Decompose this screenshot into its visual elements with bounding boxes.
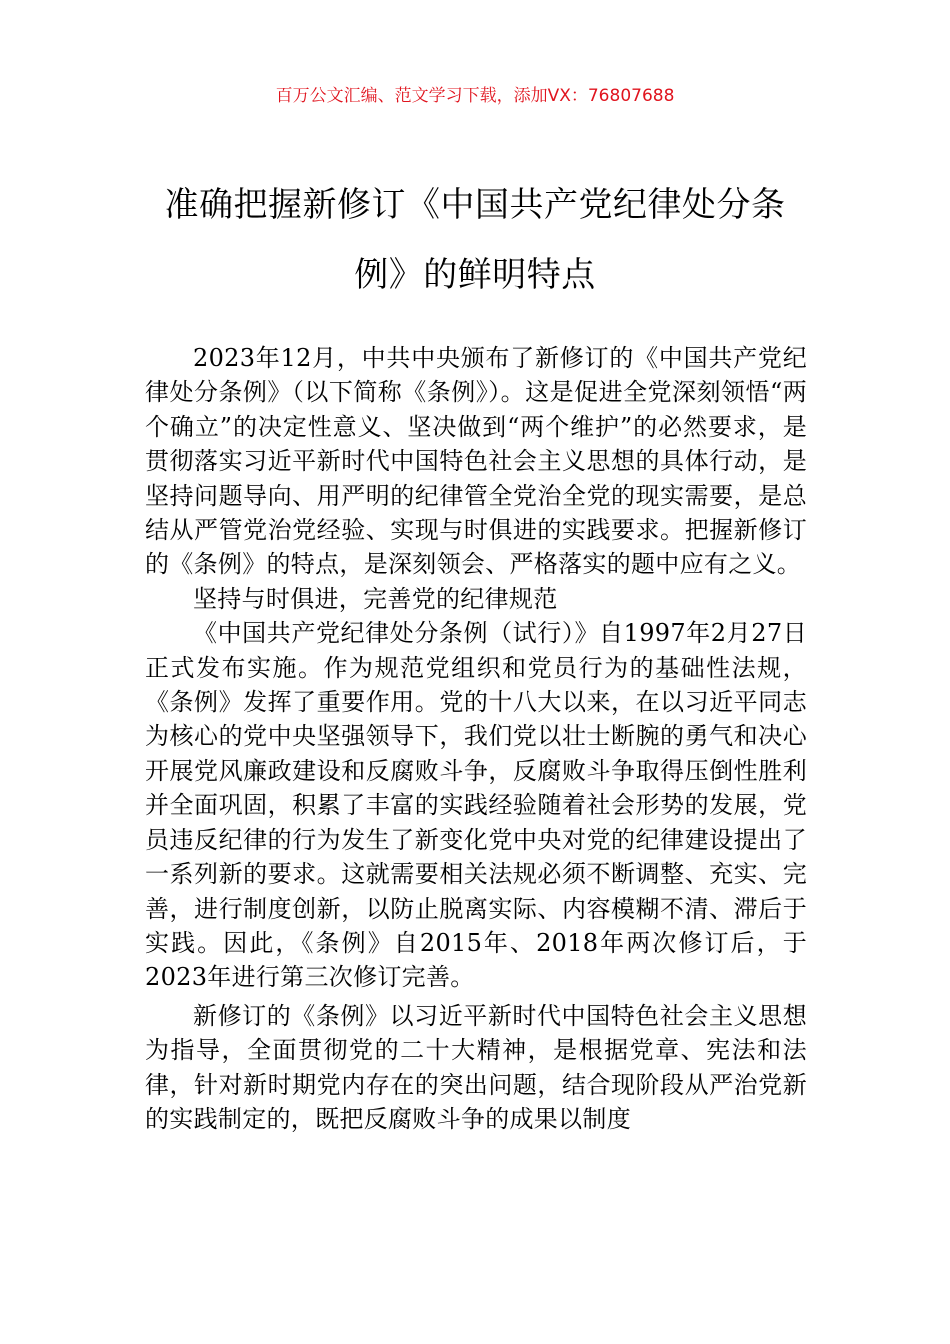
paragraph-intro: 2023年12月，中共中央颁布了新修订的《中国共产党纪律处分条例》（以下简称《条例》）。这是促进全党深刻领悟“两个确立”的决定性意义、坚决做到“两个维护”的必然要求，是贯彻落实习近平新时代中国特色社会主义思想的具体行动，是坚持问题导向、用严明的纪律管全党治全党的现实需要，是总结从严管党治党经验、实现与时俱进的实践要求。把握新修订的《条例》的特点，是深刻领会、严格落实的题中应有之义。 — [145, 344, 807, 579]
paragraph-revision: 新修订的《条例》以习近平新时代中国特色社会主义思想为指导，全面贯彻党的二十大精神，是根据党章、宪法和法律，针对新时期党内存在的突出问题，结合现阶段从严治党新的实践制定的，既把反腐败斗争的成果以制度 — [145, 1001, 807, 1133]
document-title: 准确把握新修订《中国共产党纪律处分条例》的鲜明特点 — [164, 185, 786, 295]
document-body — [145, 341, 807, 1136]
section-heading: 坚持与时俱进，完善党的纪律规范 — [193, 584, 558, 613]
paragraph-history: 《中国共产党纪律处分条例（试行）》自1997年2月27日正式发布实施。作为规范党组织和党员行为的基础性法规，《条例》发挥了重要作用。党的十八大以来，在以习近平同志为核心的党中央坚强领导下，我们党以壮士断腕的勇气和决心开展党风廉政建设和反腐败斗争，反腐败斗争取得压倒性胜利并全面巩固，积累了丰富的实践经验随着社会形势的发展，党员违反纪律的行为发生了新变化党中央对党的纪律建设提出了一系列新的要求。这就需要相关法规必须不断调整、充实、完善，进行制度创新，以防止脱离实际、内容模糊不清、滞后于实践。因此，《条例》自2015年、2018年两次修订后，于2023年进行第三次修订完善。 — [145, 619, 807, 992]
watermark-header: 百万公文汇编、范文学习下载，添加VX：76807688 — [275, 86, 675, 106]
